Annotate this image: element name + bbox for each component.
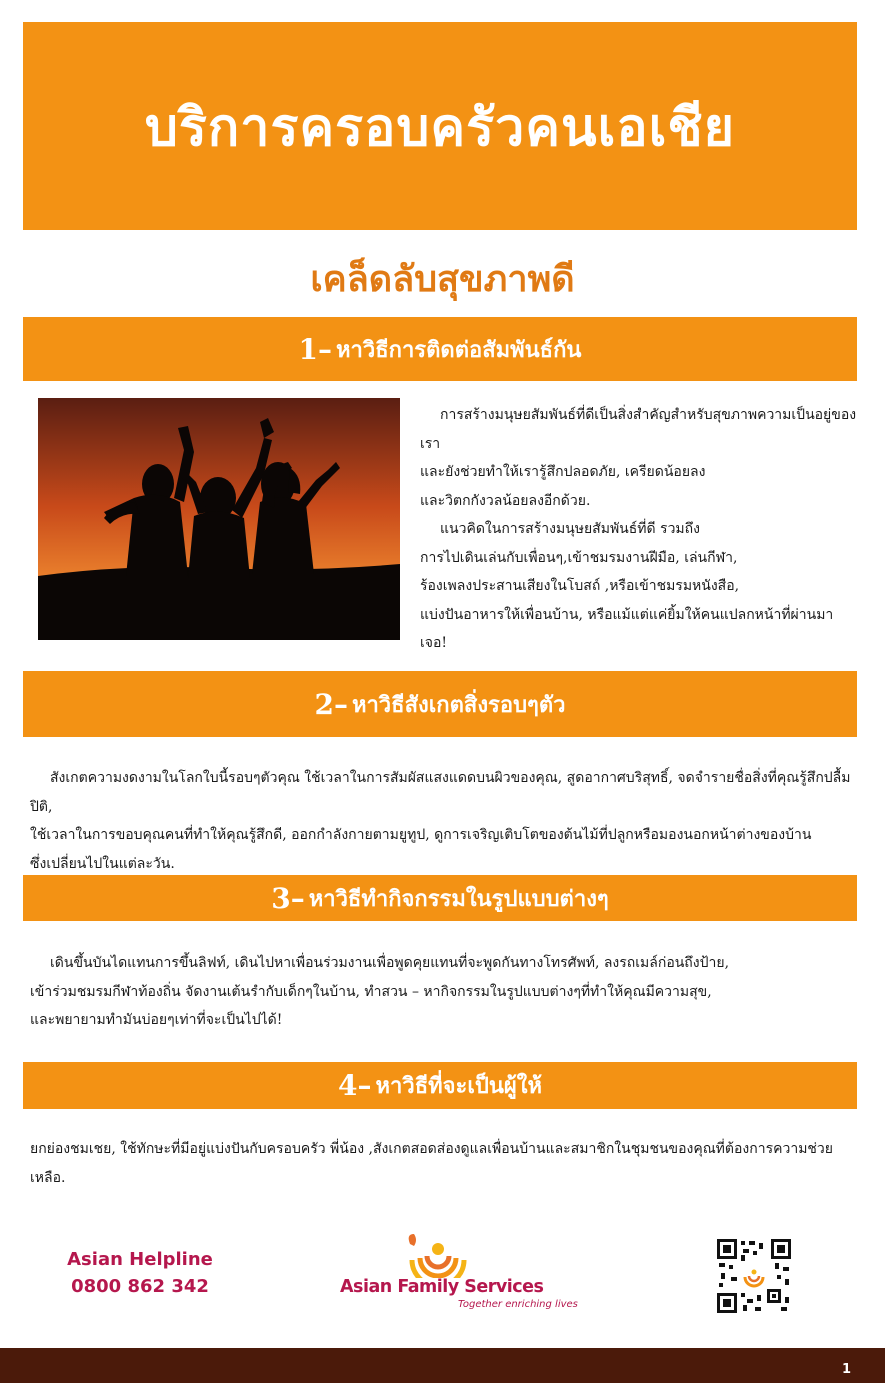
section-4-header [23,1062,857,1109]
section-4-line: ยกย่องชมเชย, ใช้ทักษะที่มีอยู่แบ่งปันกับครอบครัว พี่น้อง ,สังเกตสอดส่องดูแลเพื่อนบ้านและสมาชิกในชุมชนของคุณที่ต้องการความช่วยเหลือ. [30,1141,833,1186]
logo-name: Asian Family Services [340,1277,544,1297]
section-3-line: เข้าร่วมชมรมกีฬาท้องถิ่น จัดงานเต้นรำกับเด็กๆในบ้าน, ทำสวน – หากิจกรรมในรูปแบบต่างๆที่ทำให้คุณมีความสุข, [30,983,712,1000]
section-3-number: 3– [271,881,305,915]
section-1-line: ร้องเพลงประสานเสียงในโบสถ์ ,หรือเข้าชมรมหนังสือ, [420,578,740,594]
section-4-number: 4– [338,1069,372,1102]
section-4-body [30,1135,860,1192]
helpline [60,1246,220,1300]
page-title: บริการครอบครัวคนเอเชีย [144,96,736,158]
section-2-line: ใช้เวลาในการขอบคุณคนที่ทำให้คุณรู้สึกดี, ออกกำลังกายตามยูทูป, ดูการเจริญเติบโตของต้นไม้ที่ปลูกหรือมองนอกหน้าต่างของบ้าน [30,827,812,843]
section-1-line: แบ่งปันอาหารให้เพื่อนบ้าน, หรือแม้แต่แค่ยิ้มให้คนแปลกหน้าที่ผ่านมาเจอ! [420,606,834,651]
section-2-number: 2– [314,687,348,721]
helpline-number: 0800 862 342 [71,1276,209,1297]
section-4-title: หาวิธีที่จะเป็นผู้ให้ [375,1073,542,1099]
section-3-line: เดินขึ้นบันไดแทนการขึ้นลิฟท์, เดินไปหาเพื่อนร่วมงานเพื่อพูดคุยแทนที่จะพูดกันทางโทรศัพท์, ลงรถเมล์ก่อนถึงป้าย, [50,955,730,971]
section-2-title: หาวิธีสังเกตสิ่งรอบๆตัว [351,691,566,718]
asian-family-services-logo [336,1230,578,1315]
page-number: 1 [841,1362,851,1377]
section-1-line: และยังช่วยทำให้เรารู้สึกปลอดภัย, เครียดน้อยลง [420,464,706,480]
section-2-header [23,671,857,737]
footer-bar [0,1348,885,1383]
section-1-line: แนวคิดในการสร้างมนุษยสัมพันธ์ที่ดี รวมถึง [440,521,700,537]
section-3-header [23,875,857,921]
section-3-body [30,949,860,1035]
helpline-label: Asian Helpline [67,1249,213,1270]
section-1-number: 1– [298,332,332,366]
section-2-line: ซึ่งเปลี่ยนไปในแต่ละวัน. [30,855,175,872]
qr-code-icon [717,1239,791,1313]
section-2-line: สังเกตความงดงามในโลกใบนี้รอบๆตัวคุณ ใช้เวลาในการสัมผัสแสงแดดบนผิวของคุณ, สูดอากาศบริสุทธิ์, จดจำรายชื่อสิ่งที่คุณรู้สึกปลื้มปิติ, [30,770,851,815]
section-1-line: การสร้างมนุษยสัมพันธ์ที่ดีเป็นสิ่งสำคัญสำหรับสุขภาพความเป็นอยู่ของเรา [420,407,857,452]
section-3-title: หาวิธีทำกิจกรรมในรูปแบบต่างๆ [308,885,609,912]
silhouette-sunset-photo [38,398,400,640]
section-3-line: และพยายามทำมันบ่อยๆเท่าที่จะเป็นไปได้! [30,1012,283,1028]
header-banner [23,22,857,230]
sun-rays-logo-icon [402,1232,474,1278]
section-2-body [30,764,860,878]
section-1-body [420,401,860,658]
section-1-header [23,317,857,381]
logo-tagline: Together enriching lives [458,1299,578,1310]
section-1-line: และวิตกกังวลน้อยลงอีกด้วย. [420,492,591,509]
section-1-title: หาวิธีการติดต่อสัมพันธ์กัน [336,336,582,363]
subtitle: เคล็ดลับสุขภาพดี [310,258,575,300]
section-1-line: การไปเดินเล่นกับเพื่อนๆ,เข้าชมรมงานฝีมือ, เล่นกีฬา, [420,549,738,566]
